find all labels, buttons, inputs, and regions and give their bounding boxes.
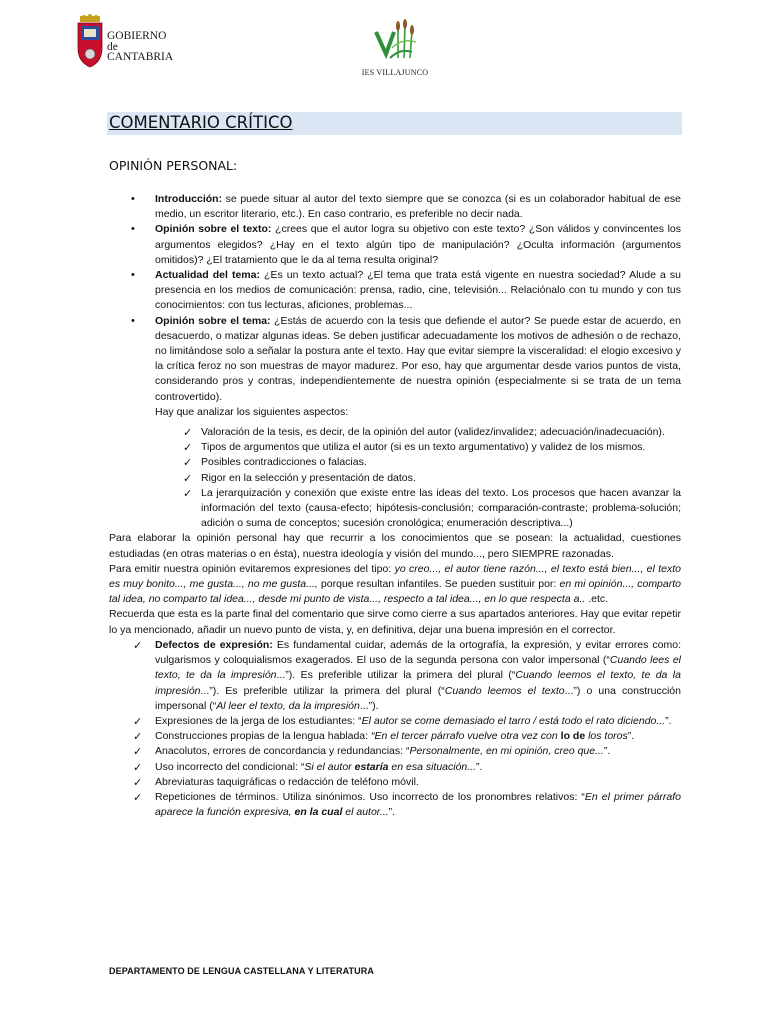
text-run: .etc. [585, 593, 609, 606]
text-run: Cuando leemos el texto, te da la impresión [155, 669, 681, 697]
list-item: ✓ La jerarquización y conexión que existe entre las ideas del texto. Los procesos que hacen avanzar la información del texto (causa-efecto; hipótesis-conclusión; comparación-contraste; problema-solución; adición o suma de conceptos; sucesión cronológica; enumeración descriptiva...) [201, 486, 681, 532]
text-run: Uso incorrecto del condicional: “ [155, 760, 305, 773]
list-item [155, 714, 681, 729]
aspects-intro: Hay que analizar los siguientes aspectos: [155, 405, 349, 418]
list-item [155, 744, 681, 759]
text-run: En el primer párrafo aparece la función expresiva, [155, 790, 682, 819]
text-run: ...”). Es preferible utilizar la primera del plural (“ [200, 684, 445, 697]
bullet-list [109, 192, 681, 531]
bullet-text: ¿Estás de acuerdo con la tesis que defiende el autor? Se puede estar de acuerdo, en desacuerdo, o matizar algunas ideas. Se deben justificar adecuadamente los motivos de adhesión o de rechazo, no limitándose solo a señalar la postura ante el texto. Hay que evitar siempre la visceralidad: el elogio excesivo y la crítica feroz no son muestras de mayor madurez. Por eso, hay que argumentar desde varios puntos de vista, considerando pros y contras, independientemente de nuestra opinión (especialmente si se trata de un tema controvertido). [155, 314, 681, 403]
list-item [155, 729, 681, 744]
text-run: El autor se come demasiado el tarro / está todo el rato diciendo... [361, 714, 666, 727]
ies-villajunco-logo-icon [372, 18, 420, 62]
text-run: en esa situación... [388, 760, 477, 773]
text-run: ”. [388, 806, 396, 819]
coat-of-arms-icon [76, 14, 104, 68]
text-run: ...”). [359, 699, 379, 712]
text-run: estaría [354, 760, 389, 773]
text-run: Construcciones propias de la lengua hablada: [155, 730, 371, 743]
list-item [155, 268, 681, 314]
page-title: COMENTARIO CRÍTICO [109, 113, 293, 132]
text-run: en la cual [294, 806, 343, 819]
text-run: “En el tercer párrafo vuelve otra vez con [370, 730, 561, 743]
text-run: ”. [627, 730, 635, 743]
text-run: Para emitir nuestra opinión evitaremos expresiones del tipo: [109, 562, 395, 575]
list-item [155, 638, 681, 714]
defects-list [109, 638, 681, 820]
text-run: lo de [560, 730, 586, 743]
text-run: Cuando lees el texto, te da la impresión [155, 654, 681, 682]
text-run: Si el autor [304, 760, 355, 773]
list-item [155, 222, 681, 268]
text-run: Repeticiones de términos. Utiliza sinónimos. Uso incorrecto de los pronombres relativos: “ [155, 790, 585, 803]
gobierno-line3: CANTABRIA [107, 51, 174, 63]
bullet-text: ¿Es un texto actual? ¿El tema que trata está vigente en nuestra sociedad? Alude a su presencia en los medios de comunicación: prensa, radio, cine, televisión... Relaciónalo con tu mundo y con tus conocimientos: con tus lecturas, aficiones, problemas... [155, 269, 681, 312]
paragraph-evitar [109, 562, 681, 608]
text-run: ...”) o una construcción impersonal (“ [155, 684, 681, 712]
bullet-label: Opinión sobre el tema: [155, 314, 271, 327]
gobierno-line1: GOBIERNO [107, 30, 167, 42]
text-run: porque resultan infantiles. Se pueden sustituir por: [317, 578, 560, 591]
text-run: Es fundamental cuidar, además de la ortografía, la expresión, y evitar errores como: vulgarismos y coloquialismos exagerados. El uso de la segunda persona con valor impersonal (“ [155, 638, 681, 667]
text-run: Cuando leemos el texto [444, 684, 565, 697]
list-item [155, 760, 681, 775]
list-item [155, 192, 681, 222]
text-run: Expresiones de la jerga de los estudiantes: “ [155, 714, 362, 727]
gobierno-line2: de [107, 40, 118, 53]
text-run: Anacolutos, errores de concordancia y redundancias: “ [155, 745, 410, 758]
list-item: ✓ Rigor en la selección y presentación de datos. [201, 471, 681, 486]
bullet-label: Opinión sobre el texto: [155, 223, 272, 236]
bullet-text: ¿crees que el autor logra su objetivo con este texto? ¿Son válidos y convincentes los argumentos elegidos? ¿Hay en el texto algún tipo de manipulación? ¿Oculta información (argumentos omitidos)? ¿El tratamiento que le da al tema resulta original? [155, 223, 681, 266]
bullet-label: Actualidad del tema: [155, 269, 260, 282]
gobierno-text [107, 31, 173, 63]
paragraph-elaborar: Para elaborar la opinión personal hay que recurrir a los conocimientos que se posean: la actualidad, cuestiones estudiadas (en otras materias o en ésta), nuestra ideología y visión del mundo..., pero SIEMPRE razonadas. [109, 532, 681, 560]
list-item: ✓ Abreviaturas taquigráficas o redacción de teléfono móvil. [155, 775, 681, 790]
text-run: Al leer el texto, da la impresión [216, 699, 360, 712]
gobierno-cantabria-logo [76, 14, 186, 70]
text-run: ”. [476, 760, 483, 773]
text-run: el autor... [342, 806, 389, 819]
text-run: yo creo..., el autor tiene razón..., el texto está bien..., el texto es muy bonito..., me gusta..., no me gusta..., [109, 562, 681, 591]
list-item: ✓ Posibles contradicciones o falacias. [201, 455, 681, 470]
list-item [155, 314, 681, 532]
section-subtitle: OPINIÓN PERSONAL: [109, 158, 238, 173]
bullet-text: se puede situar al autor del texto siempre que se conozca (si es un colaborador habitual de ese medio, un escritor literario, etc.). En caso contrario, es preferible no decir nada. [155, 193, 681, 221]
aspects-list [155, 425, 681, 531]
text-run: los toros [585, 730, 628, 743]
bullet-label: Defectos de expresión: [155, 638, 273, 651]
list-item: ✓ Tipos de argumentos que utiliza el autor (si es un texto argumentativo) y validez de los mismos. [201, 440, 681, 455]
text-run: ...”). Es preferible utilizar la primera del plural (“ [276, 669, 516, 682]
text-run: ”. [603, 745, 611, 758]
document-body [109, 192, 681, 820]
text-run: en mi opinión..., comparto tal idea, no comparto tal idea..., desde mi punto de vista..., respecto a tal idea..., en lo que respecta a.. [109, 578, 681, 606]
footer-department: DEPARTAMENTO DE LENGUA CASTELLANA Y LITERATURA [109, 966, 374, 976]
list-item: ✓ Valoración de la tesis, es decir, de la opinión del autor (validez/invalidez; adecuación/inadecuación). [201, 425, 681, 440]
text-run: Personalmente, en mi opinión, creo que... [409, 745, 604, 758]
paragraph-recuerda: Recuerda que esta es la parte final del comentario que sirve como cierre a sus apartados anteriores. Hay que evitar repetir lo ya mencionado, añadir un nuevo punto de vista, y, en definitiva, dejar una buena impresión en el corrector. [109, 608, 681, 636]
list-item [155, 790, 681, 820]
bullet-label: Introducción: [155, 193, 223, 205]
text-run: ”. [665, 714, 672, 727]
school-name: IES VILLAJUNCO [361, 68, 429, 77]
